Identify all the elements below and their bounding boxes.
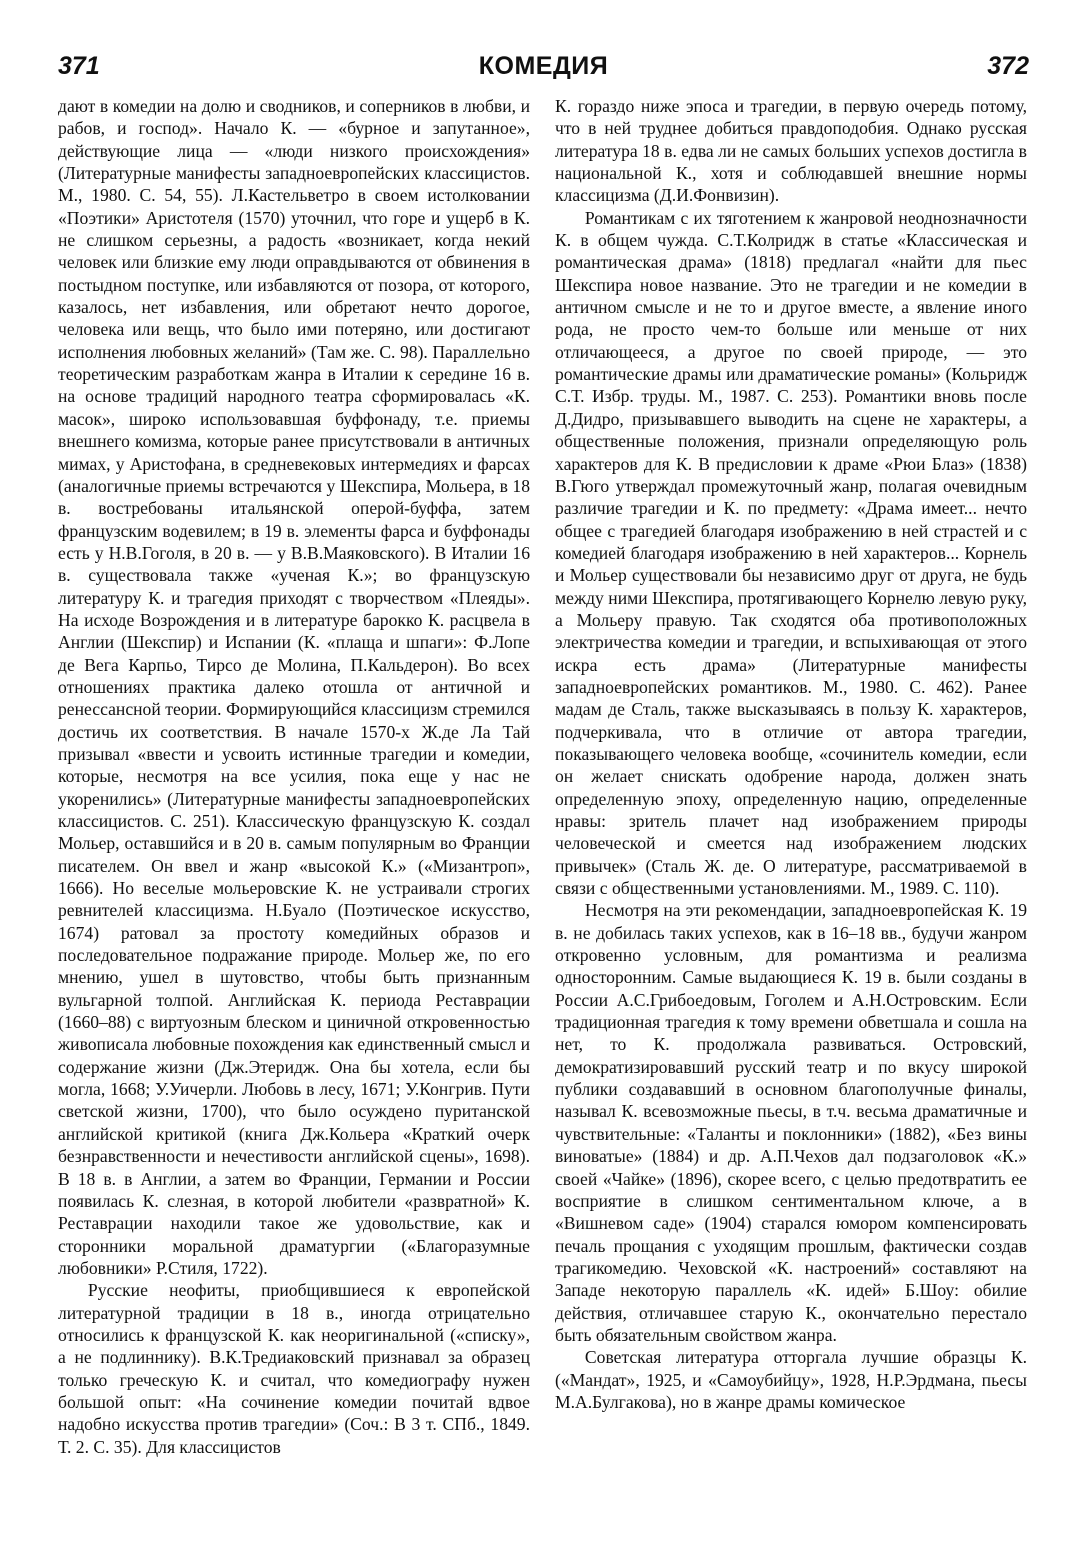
paragraph: дают в комедии на долю и сводников, и соперников в любви, и рабов, и господ». Начало К. — «бурное и запутанное», действующие лица — «люди низкого происхождения» (Литературные манифесты западноевропейских классицистов. М., 1980. С. 54, 55). Л.Кастельветро в своем истолковании «Поэтики» Аристотеля (1570) уточнил, что горе и ущерб в К. не слишком серьезны, а радость «возникает, когда некий человек или близкие ему люди оправдываются от обвинения в постыдном поступке, или избавляются от позора, от которого, казалось, нет избавления, или обретают нечто дорогое, человека или вещь, что было ими потеряно, или достигают исполнения любовных желаний» (Там же. С. 98). Параллельно теоретическим разработкам жанра в Италии к середине 16 в. на основе традиций народного театра сформировалась «К. масок», широко использовавшая буффонаду, т.е. приемы внешнего комизма, которые ранее присутствовали в античных мимах, у Аристофана, в средневековых интермедиях и фарсах (аналогичные приемы встречаются у Шекспира, Мольера, в 18 в. востребованы итальянской оперой-буффа, затем французским водевилем; в 19 в. элементы фарса и буффонады есть у Н.В.Гоголя, в 20 в. — у В.В.Маяковского). В Италии 16 в. существовала также «ученая К.»; во французскую литературу К. и трагедия приходят с творчеством «Плеяды». На исходе Возрождения и в литературе барокко К. расцвела в Англии (Шекспир) и Испании (К. «плаща и шпаги»: Ф.Лопе де Вега Карпьо, Тирсо де Молина, П.Кальдерон). Во всех отношениях практика далеко отошла от античной и ренессансной теории. Формирующийся классицизм стремился достичь их соответствия. В начале 1570-х Ж.де Ла Тай призывал «ввести и усвоить истинные трагедии и комедии, которые, несмотря на все усилия, пока еще у нас не укоренились» (Литературные манифесты западноевропейских классицистов. С. 251). Классическую французскую К. создал Мольер, оставшийся и в 20 в. самым популярным во Франции писателем. Он ввел и жанр «высокой К.» («Мизантроп», 1666). Но веселые мольеровские К. не устраивали строгих ревнителей классицизма. Н.Буало (Поэтическое искусство, 1674) ратовал за простоту комедийных образов и последовательное подражание природе. Мольер же, по его мнению, ушел в шутовство, чтобы быть признанным вульгарной толпой. Английская К. периода Реставрации (1660–88) с виртуозным блеском и циничной откровенностью живописала любовные похождения как единственный смысл и содержание жизни (Дж.Этеридж. Она бы хотела, если бы могла, 1668; У.Уичерли. Любовь в лесу, 1671; У.Конгрив. Пути светской жизни, 1700), что было осуждено пуританской английской критикой (книга Дж.Кольера «Краткий очерк безнравственности и нечестивости английской сцены», 1698). В 18 в. в Англии, а затем во Франции, Германии и России появилась К. слезная, в которой любители «развратной» К. Реставрации находили такое же удовольствие, как и сторонники моральной драматургии («Благоразумные любовники» Р.Стиля, 1722).: [58, 96, 530, 1278]
right-column: [555, 95, 1027, 1545]
left-column: [58, 95, 530, 1545]
paragraph: К. гораздо ниже эпоса и трагедии, в первую очередь потому, что в ней труднее добиться правдоподобия. Однако русская литература 18 в. едва ли не самых больших успехов достигла в национальной К., хотя и соблюдавшей внешние нормы классицизма (Д.И.Фонвизин).: [555, 96, 1027, 206]
paragraph: Советская литература отторгала лучшие образцы К. («Мандат», 1925, и «Самоубийцу», 1928, Н.Р.Эрдмана, пьесы М.А.Булгакова), но в жанре драмы комическое: [555, 1347, 1027, 1412]
page-number-left: 371: [58, 52, 100, 80]
page-number-right: 372: [987, 52, 1029, 80]
paragraph: Несмотря на эти рекомендации, западноевропейская К. 19 в. не добилась таких успехов, как в 16–18 вв., будучи жанром откровенно условным, для романтизма и реализма односторонним. Самые выдающиеся К. 19 в. были созданы в России А.С.Грибоедовым, Гоголем и А.Н.Островским. Если традиционная трагедия к тому времени обветшала и сошла на нет, то К. продолжала развиваться. Островский, демократизировавший русский театр и по вкусу широкой публики создававший в основном благополучные финалы, называл К. всевозможные пьесы, в т.ч. весьма драматичные и чувствительные: «Таланты и поклонники» (1882), «Без вины виноватые» (1884) и др. А.П.Чехов дал подзаголовок «К.» своей «Чайке» (1896), скорее всего, с целью предотвратить ее восприятие в слишком сентиментальном ключе, а в «Вишневом саде» (1904) старался юмором компенсировать печаль прощания с уходящим прошлым, фактически создав трагикомедию. Чеховской «К. настроений» составляют на Западе некоторую параллель «К. идей» Б.Шоу: обилие действия, отличавшее старую К., окончательно перестало быть обязательным свойством жанра.: [555, 900, 1027, 1345]
running-title: КОМЕДИЯ: [478, 52, 609, 80]
paragraph: Романтикам с их тяготением к жанровой неоднозначности К. в общем чужда. С.Т.Колридж в статье «Классическая и романтическая драма» (1818) предлагал «найти для пьес Шекспира новое название. Это не трагедии и не комедии в античном смысле и не то и другое вместе, а явление иного рода, не просто чем-то больше или меньше от них отличающееся, а другое по своей природе, — это романтические драмы или драматические романы» (Кольридж С.Т. Избр. труды. М., 1987. С. 253). Романтики вновь после Д.Дидро, призывавшего выводить на сцене не характеры, а общественные положения, признали определяющую роль характеров для К. В предисловии к драме «Рюи Блаз» (1838) В.Гюго утверждал промежуточный жанр, полагая очевидным различие трагедии и К. по предмету: «Драма имеет... нечто общее с трагедией благодаря изображению в ней страстей и с комедией благодаря изображению в ней характеров... Корнель и Мольер существовали бы независимо друг от друга, не будь между ними Шекспира, протягивающего Корнелю левую руку, а Мольеру правую. Так сходятся оба противоположных электричества комедии и трагедии, и вспыхивающая от этого искра есть драма» (Литературные манифесты западноевропейских романтиков. М., 1980. С. 462). Ранее мадам де Сталь, также высказываясь в пользу К. характеров, подчеркивала, что в отличие от автора трагедии, показывающего человека вообще, «сочинитель комедии, если он желает снискать одобрение народа, должен знать определенную эпоху, определенную нацию, определенные нравы: зритель плачет над изображением природы человеческой и смеется над изображением людских привычек» (Сталь Ж. де. О литературе, рассматриваемой в связи с общественными установлениями. М., 1989. С. 110).: [555, 207, 1027, 899]
paragraph: Русские неофиты, приобщившиеся к европейской литературной традиции в 18 в., иногда отрицательно относились к французской К. как неоригинальной («списку», а не подлиннику). В.К.Тредиаковский признавал за образец только греческую К. и считал, что комедиографу нужен большой опыт: «На сочинение комедии почитай вдвое надобно искусства против трагедии» (Соч.: В 3 т. СПб., 1849. Т. 2. С. 35). Для классицистов: [58, 1280, 530, 1457]
page-header: [58, 52, 1029, 92]
